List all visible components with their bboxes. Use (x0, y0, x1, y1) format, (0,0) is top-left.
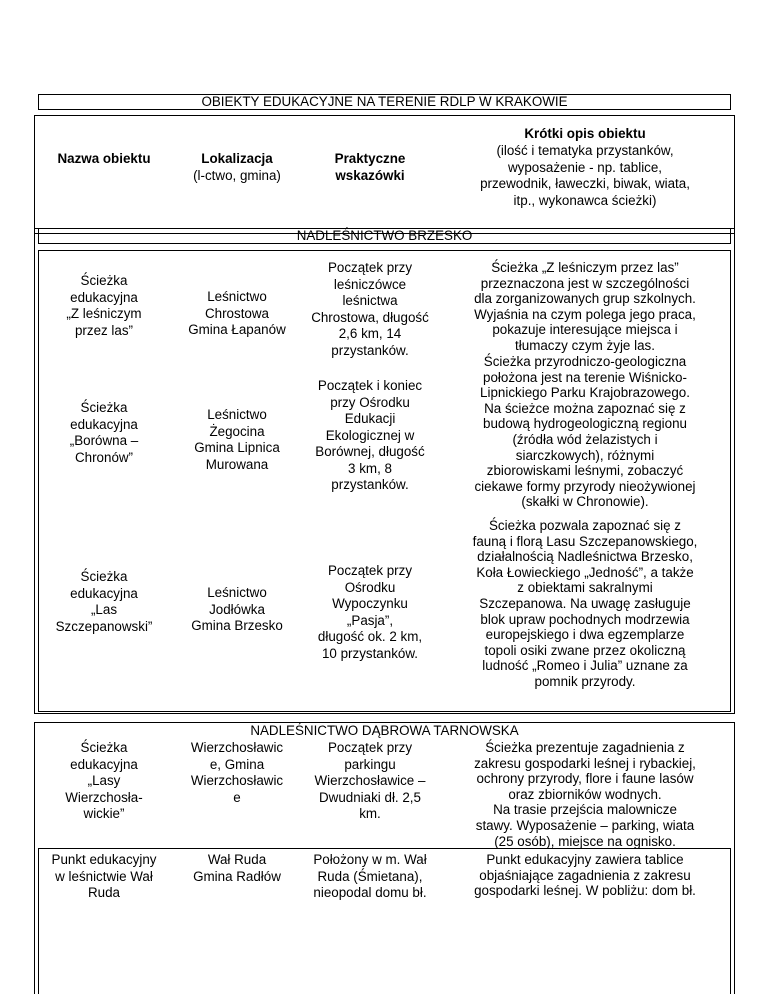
object-tips: Położony w m. Wał Ruda (Śmietana), nieopodal domu bł. (313, 852, 427, 900)
object-description: Ścieżka przyrodniczo-geologiczna położona jest na terenie Wiśnicko- Lipnickiego Parku Krajobrazowego. Na ścieżce można zapoznać się z budową hydrogeologiczną regionu (źródła wód żelazistych i siarczkowych), różnymi zbiorowiskami leśnymi, zobaczyć ciekawe formy przyrody nieożywionej (skałki w Chronowie). (474, 354, 696, 510)
object-tips: Początek przy leśniczówce leśnictwa Chrostowa, długość 2,6 km, 14 przystanków. (311, 260, 429, 358)
object-description: Ścieżka pozwala zapoznać się z fauną i florą Lasu Szczepanowskiego, działalnością Nadleśnictwa Brzesko, Koła Łowieckiego „Jedność”, a także z obiektami sakralnymi Szczepanowa. Na uwagę zasługuje blok upraw pochodnych modrzewia europejskiego i dwa egzemplarze topoli osiki zwane przez okoliczną ludność „Romeo i Julia” uznane za pomnik przyrody. (472, 518, 698, 689)
object-tips: Początek i koniec przy Ośrodku Edukacji Ekologicznej w Borównej, długość 3 km, 8 przystanków. (315, 378, 425, 492)
column-location-header: Lokalizacja (201, 151, 273, 166)
object-location: Wierzchosławic e, Gmina Wierzchosławic e (190, 740, 284, 805)
column-description-subheader: (ilość i tematyka przystanków, wyposażenie - np. tablice, przewodnik, ławeczki, biwak, wiata, itp., wykonawca ścieżki) (480, 143, 690, 208)
object-name: Ścieżka edukacyjna „Borówna – Chronów” (69, 400, 139, 465)
object-name: Punkt edukacyjny w leśnictwie Wał Ruda (51, 852, 157, 900)
object-name: Ścieżka edukacyjna „Lasy Wierzchosła- wickie” (65, 740, 143, 821)
object-description: Ścieżka prezentuje zagadnienia z zakresu gospodarki leśnej i rybackiej, ochrony przyrody, flore i faune lasów oraz zbiorników wodnych. Na trasie przejścia malownicze stawy. Wyposażenie – parking, wiata (25 osób), miejsce na ognisko. (474, 740, 696, 849)
object-location: Leśnictwo Żegocina Gmina Lipnica Murowana (194, 407, 280, 472)
column-tips-header: Praktyczne wskazówki (334, 151, 406, 183)
object-name: Ścieżka edukacyjna „Z leśniczym przez las” (66, 273, 142, 338)
section-title: NADLEŚNICTWO DĄBROWA TARNOWSKA (250, 723, 519, 738)
object-description: Punkt edukacyjny zawiera tablice objaśniające zagadnienia z zakresu gospodarki leśnej. W pobliżu: dom bł. (474, 852, 696, 899)
column-name-header: Nazwa obiektu (57, 151, 151, 166)
section-title: NADLEŚNICTWO BRZESKO (296, 228, 473, 243)
object-location: Wał Ruda Gmina Radłów (193, 852, 281, 884)
object-tips: Początek przy Ośrodku Wypoczynku „Pasja”, długość ok. 2 km, 10 przystanków. (317, 563, 423, 661)
object-location: Leśnictwo Chrostowa Gmina Łapanów (188, 289, 286, 337)
object-location: Leśnictwo Jodłówka Gmina Brzesko (191, 585, 283, 633)
object-tips: Początek przy parkingu Wierzchosławice – Dwudniaki dł. 2,5 km. (314, 740, 426, 821)
object-name: Ścieżka edukacyjna „Las Szczepanowski” (55, 569, 153, 634)
column-location-subheader: (l-ctwo, gmina) (193, 168, 281, 183)
object-description: Ścieżka „Z leśniczym przez las” przeznaczona jest w szczególności dla zorganizowanych grup szkolnych. Wyjaśnia na czym polega jego praca, pokazuje interesujące miejsca i tłumaczy czym żyje las. (474, 260, 696, 353)
page-title: OBIEKTY EDUKACYJNE NA TERENIE RDLP W KRAKOWIE (201, 94, 568, 109)
column-description-header: Krótki opis obiektu (524, 126, 646, 141)
